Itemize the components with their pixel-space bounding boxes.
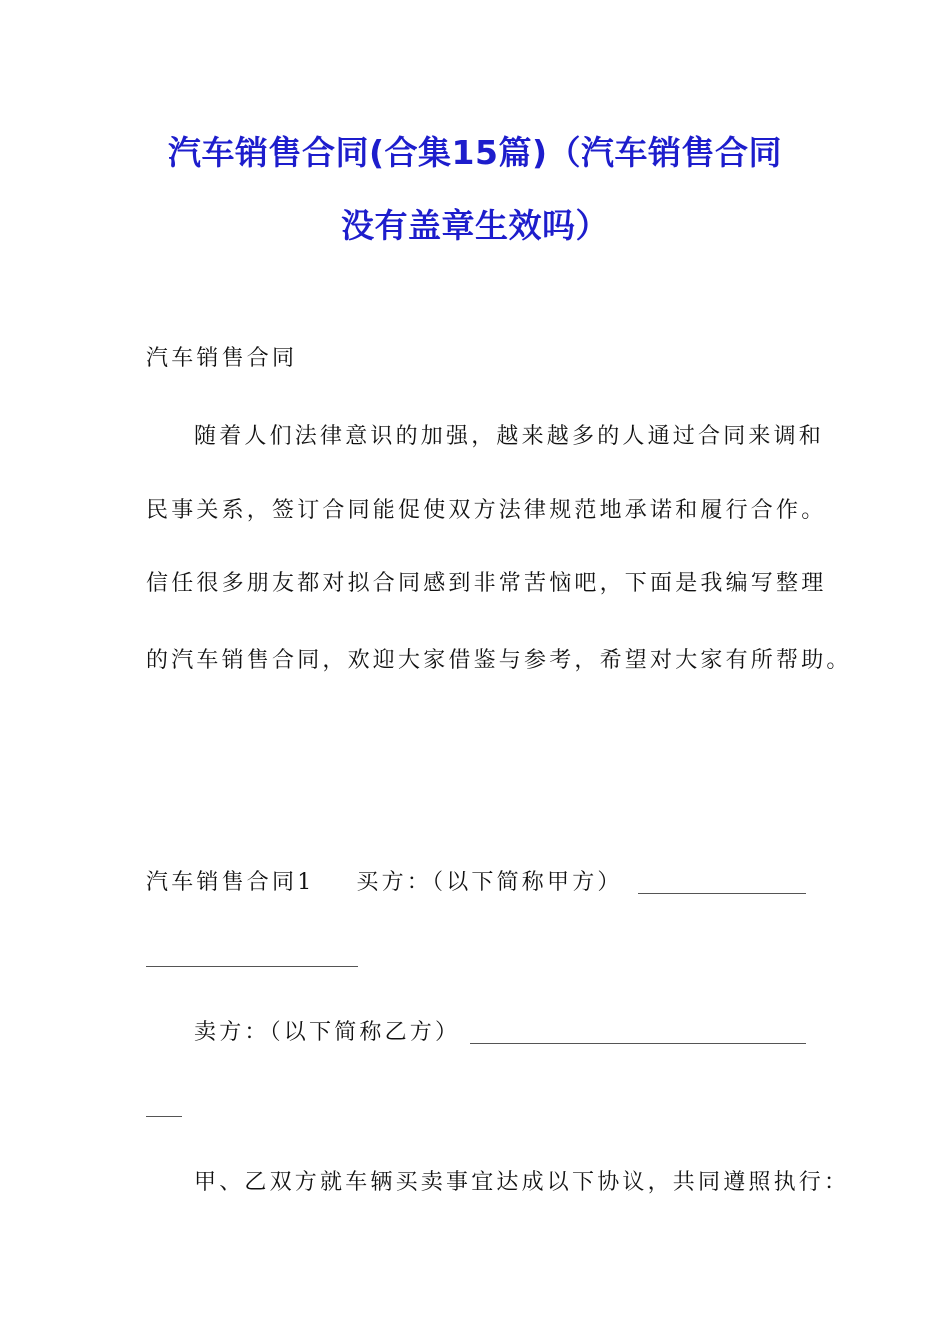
contract-1-heading-row xyxy=(146,868,623,898)
buyer-label: 买方：（以下简称甲方） xyxy=(356,870,623,895)
seller-label: 卖方：（以下简称乙方） xyxy=(194,1020,461,1045)
seller-name-blank-continued xyxy=(146,1116,182,1117)
intro-paragraph-line-3: 信任很多朋友都对拟合同感到非常苦恼吧，下面是我编写整理 xyxy=(146,571,827,596)
buyer-name-blank-continued xyxy=(146,966,358,967)
document-title-line-2: 没有盖章生效吗） xyxy=(341,206,609,245)
intro-paragraph-line-4: 的汽车销售合同，欢迎大家借鉴与参考，希望对大家有所帮助。 xyxy=(146,648,852,673)
section-heading: 汽车销售合同 xyxy=(146,346,298,371)
buyer-name-blank xyxy=(638,893,806,894)
contract-1-heading: 汽车销售合同1 xyxy=(146,870,315,895)
document-title-line-1: 汽车销售合同(合集15篇)（汽车销售合同 xyxy=(167,133,783,172)
intro-paragraph-line-1: 随着人们法律意识的加强，越来越多的人通过合同来调和 xyxy=(194,424,825,449)
agreement-statement: 甲、乙双方就车辆买卖事宜达成以下协议，共同遵照执行： xyxy=(194,1170,850,1195)
intro-paragraph-line-2: 民事关系，签订合同能促使双方法律规范地承诺和履行合作。 xyxy=(146,498,827,523)
seller-name-blank xyxy=(470,1043,806,1044)
